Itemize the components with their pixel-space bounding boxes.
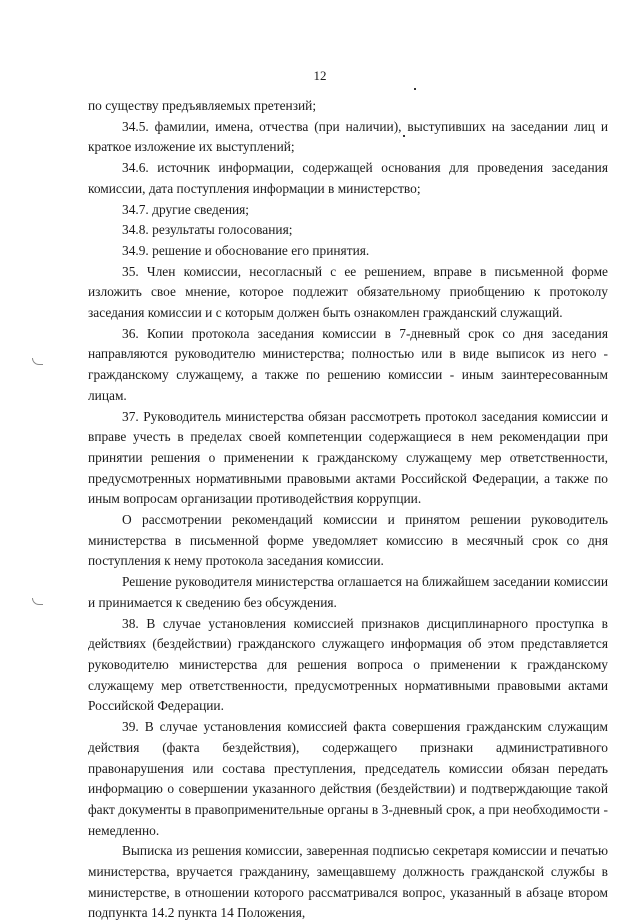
paragraph: 36. Копии протокола заседания комиссии в 7-дневный срок со дня заседания направляются руководителю министерства; полностью или в виде выписок из него - гражданскому служащему, а также по решению комиссии - иным заинтересованным лицам. xyxy=(88,325,608,403)
paragraph: Решение руководителя министерства оглашается на ближайшем заседании комиссии и принимается к сведению без обсуждения. xyxy=(88,574,608,610)
scan-speck xyxy=(414,88,416,90)
paragraph: О рассмотрении рекомендаций комиссии и принятом решении руководитель министерства в письменной форме уведомляет комиссию в месячный срок со дня поступления к нему протокола заседания комиссии. xyxy=(88,512,608,569)
paragraph: 35. Член комиссии, несогласный с ее решением, вправе в письменной форме изложить свое мнение, которое подлежит обязательному приобщению к протоколу заседания комиссии и с которым должен быть ознакомлен гражданский служащий. xyxy=(88,263,608,321)
paragraph: по существу предъявляемых претензий; xyxy=(88,98,317,113)
paragraph: 38. В случае установления комиссией признаков дисциплинарного проступка в действиях (бездействии) гражданского служащего информация об этом представляется руководителю министерства для решения вопроса о применении к гражданскому служащему мер ответственности, предусмотренных нормативными правовыми актами Российской Федерации. xyxy=(88,615,608,714)
margin-mark xyxy=(32,598,43,605)
paragraph: 34.9. решение и обоснование его принятия. xyxy=(122,242,370,258)
page-number: 12 xyxy=(313,68,327,83)
paragraph: 34.7. другие сведения; xyxy=(122,201,250,217)
document-body xyxy=(88,96,608,924)
margin-mark xyxy=(32,358,43,365)
paragraph: 39. В случае установления комиссией факта совершения гражданским служащим действия (факта бездействия), содержащего признаки административного правонарушения или состава преступления, председатель комиссии обязан передать информацию о совершении указанного действия (бездействии) и подтверждающие такой факт документы в правоприменительные органы в 3-дневный срок, а при необходимости - немедленно. xyxy=(88,719,608,838)
paragraph: 37. Руководитель министерства обязан рассмотреть протокол заседания комиссии и вправе учесть в пределах своей компетенции содержащиеся в нем рекомендации при принятии решения о применении к гражданскому служащему мер ответственности, предусмотренных нормативными правовыми актами Российской Федерации, а также по иным вопросам организации противодействия коррупции. xyxy=(88,408,608,507)
paragraph: 34.8. результаты голосования; xyxy=(122,222,293,238)
paragraph: Выписка из решения комиссии, заверенная подписью секретаря комиссии и печатью министерства, вручается гражданину, замещавшему должность гражданской службы в министерстве, в отношении которого рассматривался вопрос, указанный в абзаце втором подпункта 14.2 пункта 14 Положения, xyxy=(88,843,608,921)
paragraph: 34.5. фамилии, имена, отчества (при наличии), выступивших на заседании лиц и краткое изложение их выступлений; xyxy=(88,118,608,155)
paragraph: 34.6. источник информации, содержащей основания для проведения заседания комиссии, дата поступления информации в министерство; xyxy=(88,160,608,196)
